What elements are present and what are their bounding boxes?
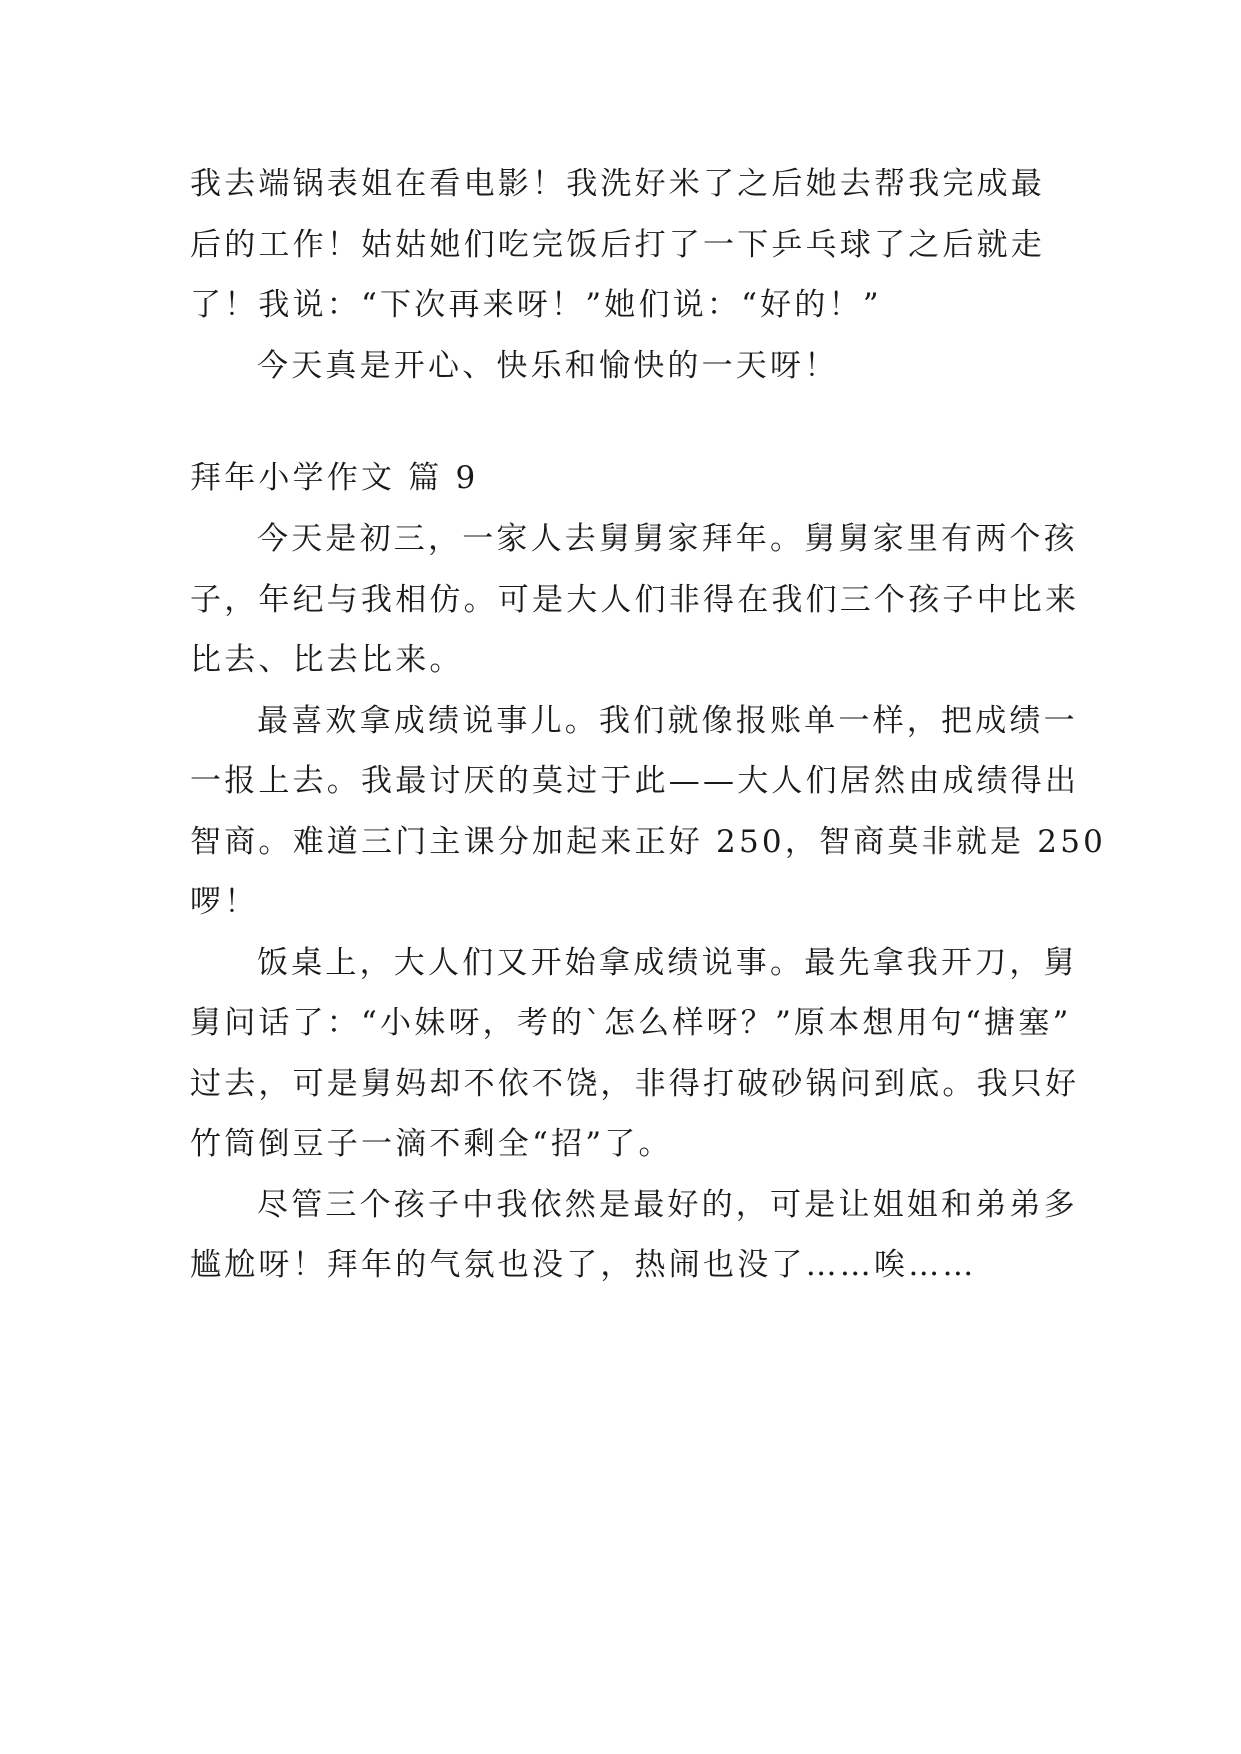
text-line: 啰！ <box>190 884 259 920</box>
text-line: 饭桌上，大人们又开始拿成绩说事。最先拿我开刀，舅 <box>257 945 1078 981</box>
text-line: 智商。难道三门主课分加起来正好 250，智商莫非就是 250 <box>190 824 1107 860</box>
text-line: 后的工作！姑姑她们吃完饭后打了一下乒乓球了之后就走 <box>190 227 1045 263</box>
section-heading: 拜年小学作文 篇 9 <box>190 460 479 496</box>
text-line: 一报上去。我最讨厌的莫过于此——大人们居然由成绩得出 <box>190 763 1080 799</box>
text-line: 了！我说：“下次再来呀！”她们说：“好的！” <box>190 287 882 323</box>
text-line: 今天真是开心、快乐和愉快的一天呀！ <box>257 348 839 384</box>
text-line: 过去，可是舅妈却不依不饶，非得打破砂锅问到底。我只好 <box>190 1066 1080 1102</box>
text-line: 舅问话了：“小妹呀，考的`怎么样呀？”原本想用句“搪塞” <box>190 1005 1072 1041</box>
text-line: 竹筒倒豆子一滴不剩全“招”了。 <box>190 1126 673 1162</box>
text-line: 今天是初三，一家人去舅舅家拜年。舅舅家里有两个孩 <box>257 521 1078 557</box>
text-line: 子，年纪与我相仿。可是大人们非得在我们三个孩子中比来 <box>190 582 1080 618</box>
text-line: 最喜欢拿成绩说事儿。我们就像报账单一样，把成绩一 <box>257 703 1078 739</box>
text-line: 比去、比去比来。 <box>190 642 464 678</box>
text-line: 尴尬呀！拜年的气氛也没了，热闹也没了……唉…… <box>190 1247 977 1283</box>
text-line: 我去端锅表姐在看电影！我洗好米了之后她去帮我完成最 <box>190 166 1045 202</box>
text-line: 尽管三个孩子中我依然是最好的，可是让姐姐和弟弟多 <box>257 1187 1078 1223</box>
